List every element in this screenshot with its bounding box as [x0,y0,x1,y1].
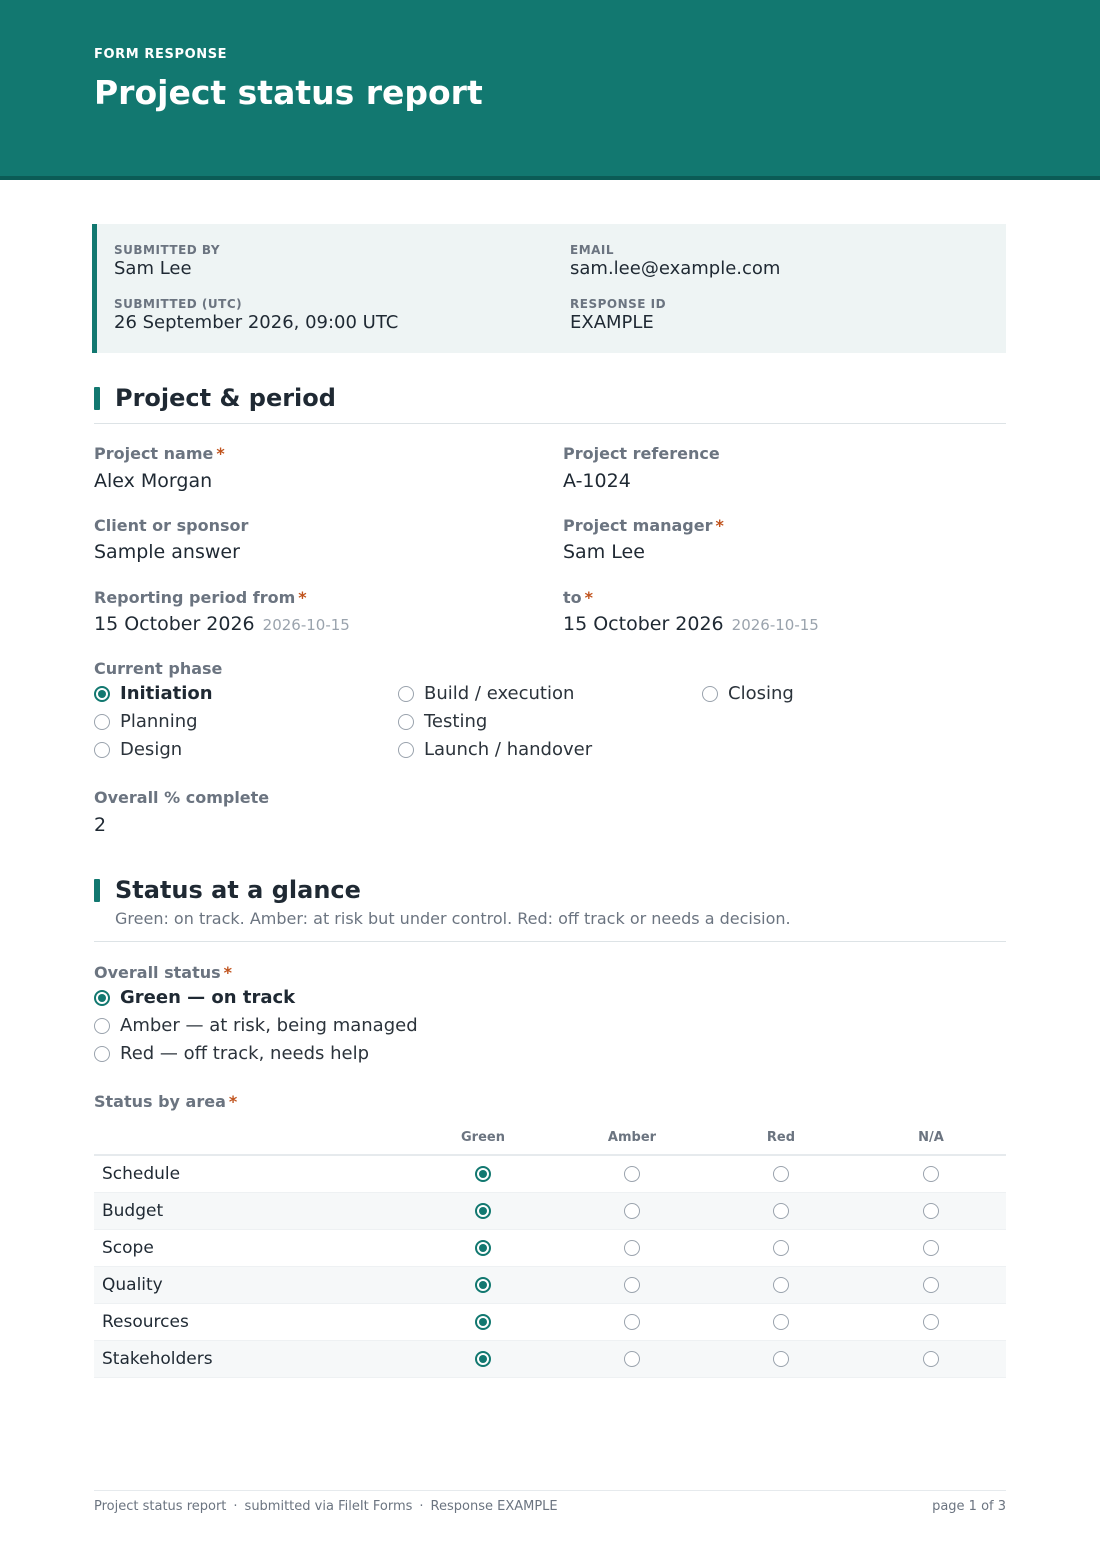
grid-column-n-a: N/A [918,1130,944,1145]
radio-empty-icon[interactable] [624,1240,640,1256]
radio-empty-icon[interactable] [624,1203,640,1219]
section-accent-bar [94,387,100,410]
grid-cell-budget-n-a[interactable] [861,1203,1001,1219]
page-title: Project status report [94,73,483,112]
footer-divider [94,1490,1006,1491]
grid-cell-resources-green[interactable] [413,1314,553,1330]
radio-empty-icon[interactable] [624,1351,640,1367]
overall-status-option-green-on-track[interactable] [94,987,295,1008]
radio-selected-icon[interactable] [94,990,110,1006]
submitted-by-value: Sam Lee [114,258,192,279]
radio-empty-icon[interactable] [94,714,110,730]
percent-complete-value: 2 [94,814,107,836]
grid-row-label: Quality [102,1275,163,1295]
phase-option-label: Launch / handover [424,739,593,760]
status-by-area-grid [94,1122,1006,1378]
grid-row-label: Resources [102,1312,189,1332]
radio-selected-icon[interactable] [94,686,110,702]
email-label: EMAIL [570,243,615,257]
radio-empty-icon[interactable] [624,1314,640,1330]
email-value: sam.lee@example.com [570,258,781,279]
grid-row-quality [94,1267,1006,1304]
grid-row-resources [94,1304,1006,1341]
phase-option-launch-handover[interactable] [398,739,592,760]
grid-row-label: Schedule [102,1164,181,1184]
grid-cell-resources-n-a[interactable] [861,1314,1001,1330]
radio-empty-icon[interactable] [94,742,110,758]
radio-selected-icon[interactable] [475,1240,491,1256]
phase-option-design[interactable] [94,739,182,760]
phase-option-label: Build / execution [424,683,575,704]
grid-cell-scope-n-a[interactable] [861,1240,1001,1256]
grid-row-schedule [94,1156,1006,1193]
grid-column-amber: Amber [607,1130,657,1145]
radio-empty-icon[interactable] [773,1240,789,1256]
period-to-value: 15 October 2026 2026-10-15 [563,613,819,635]
radio-selected-icon[interactable] [475,1203,491,1219]
grid-cell-scope-red[interactable] [711,1240,851,1256]
grid-cell-budget-amber[interactable] [562,1203,702,1219]
status-by-area-label: Status by area * [94,1092,238,1111]
radio-empty-icon[interactable] [923,1277,939,1293]
phase-option-build-execution[interactable] [398,683,574,704]
response-id-label: RESPONSE ID [570,297,667,311]
submitted-utc-value: 26 September 2026, 09:00 UTC [114,312,399,333]
grid-cell-stakeholders-n-a[interactable] [861,1351,1001,1367]
grid-cell-stakeholders-amber[interactable] [562,1351,702,1367]
radio-empty-icon[interactable] [773,1351,789,1367]
period-to-label: to * [563,588,594,607]
section-divider [94,423,1006,424]
radio-empty-icon[interactable] [923,1203,939,1219]
section-description: Green: on track. Amber: at risk but under control. Red: off track or needs a decision. [115,909,791,928]
phase-option-label: Planning [120,711,198,732]
grid-row-budget [94,1193,1006,1230]
phase-option-closing[interactable] [702,683,794,704]
overall-status-option-label: Green — on track [120,987,296,1008]
grid-cell-schedule-amber[interactable] [562,1166,702,1182]
response-id-value: EXAMPLE [570,312,654,333]
period-from-iso: 2026-10-15 [262,616,350,634]
grid-cell-resources-amber[interactable] [562,1314,702,1330]
submitted-by-label: SUBMITTED BY [114,243,221,257]
form-eyebrow: FORM RESPONSE [94,47,228,62]
radio-empty-icon[interactable] [702,686,718,702]
grid-cell-budget-green[interactable] [413,1203,553,1219]
project-name-value: Alex Morgan [94,470,213,492]
phase-option-label: Initiation [120,683,213,704]
page-number: page 1 of 3 [932,1499,1006,1514]
radio-empty-icon[interactable] [923,1166,939,1182]
grid-cell-schedule-green[interactable] [413,1166,553,1182]
project-reference-value: A-1024 [563,470,631,492]
radio-selected-icon[interactable] [475,1277,491,1293]
radio-empty-icon[interactable] [624,1166,640,1182]
phase-option-label: Design [120,739,183,760]
radio-empty-icon[interactable] [624,1277,640,1293]
overall-status-option-amber-at-risk-being-managed[interactable] [94,1015,418,1036]
radio-selected-icon[interactable] [475,1314,491,1330]
grid-cell-budget-red[interactable] [711,1203,851,1219]
radio-empty-icon[interactable] [94,1046,110,1062]
client-label: Client or sponsor [94,516,249,535]
grid-header [94,1122,1006,1156]
grid-cell-resources-red[interactable] [711,1314,851,1330]
radio-empty-icon[interactable] [923,1314,939,1330]
project-manager-label: Project manager * [563,516,724,535]
grid-cell-stakeholders-red[interactable] [711,1351,851,1367]
footer-form-name: Project status report [94,1499,227,1514]
grid-cell-quality-green[interactable] [413,1277,553,1293]
overall-status-label: Overall status * [94,963,233,982]
section-accent-bar [94,879,100,902]
grid-cell-scope-amber[interactable] [562,1240,702,1256]
radio-selected-icon[interactable] [475,1166,491,1182]
section-project-period [94,384,336,412]
phase-option-label: Closing [728,683,794,704]
phase-option-testing[interactable] [398,711,487,732]
footer-response: Response EXAMPLE [430,1499,558,1514]
current-phase-label: Current phase [94,659,223,678]
project-manager-value: Sam Lee [563,541,645,563]
period-to-iso: 2026-10-15 [731,616,819,634]
grid-cell-schedule-red[interactable] [711,1166,851,1182]
radio-empty-icon[interactable] [773,1203,789,1219]
overall-status-option-label: Red — off track, needs help [120,1043,370,1064]
period-from-value: 15 October 2026 2026-10-15 [94,613,350,635]
section-status [94,876,361,904]
radio-empty-icon[interactable] [923,1240,939,1256]
grid-cell-quality-amber[interactable] [562,1277,702,1293]
grid-column-red: Red [766,1130,796,1145]
phase-option-planning[interactable] [94,711,198,732]
radio-empty-icon[interactable] [94,1018,110,1034]
radio-empty-icon[interactable] [773,1166,789,1182]
grid-cell-schedule-n-a[interactable] [861,1166,1001,1182]
grid-cell-quality-n-a[interactable] [861,1277,1001,1293]
project-reference-label: Project reference [563,444,720,463]
grid-row-stakeholders [94,1341,1006,1378]
form-header [0,0,1100,180]
grid-row-label: Budget [102,1201,164,1221]
submitted-utc-label: SUBMITTED (UTC) [114,297,243,311]
project-name-label: Project name * [94,444,225,463]
client-value: Sample answer [94,541,240,563]
radio-empty-icon[interactable] [398,714,414,730]
grid-cell-quality-red[interactable] [711,1277,851,1293]
overall-status-option-red-off-track-needs-help[interactable] [94,1043,369,1064]
phase-option-initiation[interactable] [94,683,213,704]
radio-selected-icon[interactable] [475,1351,491,1367]
submission-meta [92,224,1006,353]
section-title: Project & period [115,384,336,412]
radio-empty-icon[interactable] [398,686,414,702]
radio-empty-icon[interactable] [773,1314,789,1330]
grid-row-label: Scope [102,1238,154,1258]
grid-row-scope [94,1230,1006,1267]
overall-status-option-label: Amber — at risk, being managed [120,1015,418,1036]
footer-via: submitted via FileIt Forms [244,1499,413,1514]
grid-cell-stakeholders-green[interactable] [413,1351,553,1367]
phase-option-label: Testing [424,711,488,732]
radio-empty-icon[interactable] [398,742,414,758]
radio-empty-icon[interactable] [923,1351,939,1367]
radio-empty-icon[interactable] [773,1277,789,1293]
section-title: Status at a glance [115,876,361,904]
grid-row-label: Stakeholders [102,1349,213,1369]
grid-cell-scope-green[interactable] [413,1240,553,1256]
page-footer: Project status report · submitted via FileIt Forms · Response EXAMPLE page 1 of 3 [94,1499,1006,1514]
percent-complete-label: Overall % complete [94,788,270,807]
grid-column-green: Green [461,1130,505,1145]
period-from-label: Reporting period from * [94,588,307,607]
section-divider [94,941,1006,942]
